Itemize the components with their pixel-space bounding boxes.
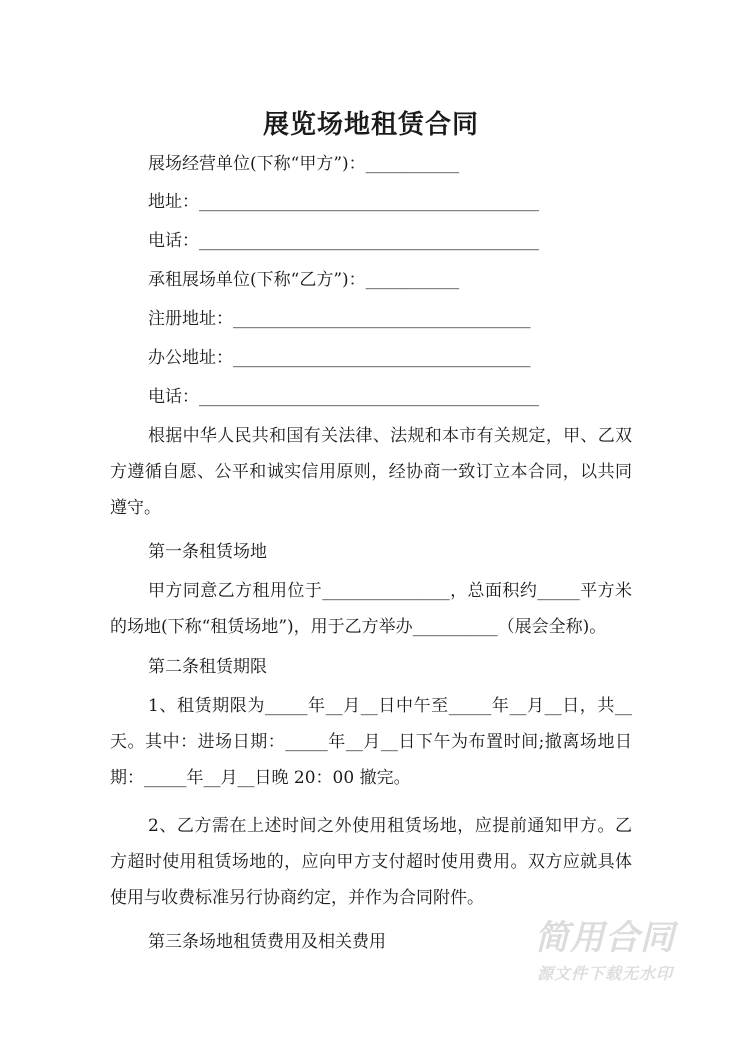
document-title: 展览场地租赁合同 xyxy=(262,110,479,140)
article2-item1-paragraph: 1、租赁期限为_____年__月__日中午至_____年__月__日，共__天。其中：进场日期：_____年__月__日下午为布置时间;撤离场地日期：_____年__月__日晚 20：00 撤完。 xyxy=(110,696,632,788)
article1-heading: 第一条租赁场地 xyxy=(148,542,267,562)
lessor-phone-field: 电话：________________________________________ xyxy=(148,231,539,251)
watermark-tagline: 源文件下载无水印 xyxy=(536,964,673,983)
lessee-office-address-field: 办公地址：___________________________________ xyxy=(148,348,531,368)
article2-item2-paragraph: 2、乙方需在上述时间之外使用租赁场地，应提前通知甲方。乙方超时使用租赁场地的，应向甲方支付超时使用费用。双方应就具体使用与收费标准另行协商约定，并作为合同附件。 xyxy=(110,816,632,908)
intro-paragraph: 根据中华人民共和国有关法律、法规和本市有关规定，甲、乙双方遵循自愿、公平和诚实信用原则，经协商一致订立本合同，以共同遵守。 xyxy=(110,426,632,518)
article3-heading: 第三条场地租赁费用及相关费用 xyxy=(148,932,386,952)
lessee-name-field: 承租展场单位(下称“乙方”)：___________ xyxy=(148,270,460,290)
watermark xyxy=(505,918,705,986)
watermark-brand: 简用合同 xyxy=(535,918,675,958)
article1-paragraph: 甲方同意乙方租用位于_______________，总面积约_____平方米的场地(下称“租赁场地”)，用于乙方举办__________（展会全称)。 xyxy=(110,581,632,637)
lessee-phone-field: 电话：________________________________________ xyxy=(148,387,539,407)
lessee-registered-address-field: 注册地址：___________________________________ xyxy=(148,309,531,329)
lessor-name-field: 展场经营单位(下称“甲方”)：___________ xyxy=(148,154,460,174)
article2-heading: 第二条租赁期限 xyxy=(148,657,267,677)
lessor-address-field: 地址：________________________________________ xyxy=(148,192,539,212)
